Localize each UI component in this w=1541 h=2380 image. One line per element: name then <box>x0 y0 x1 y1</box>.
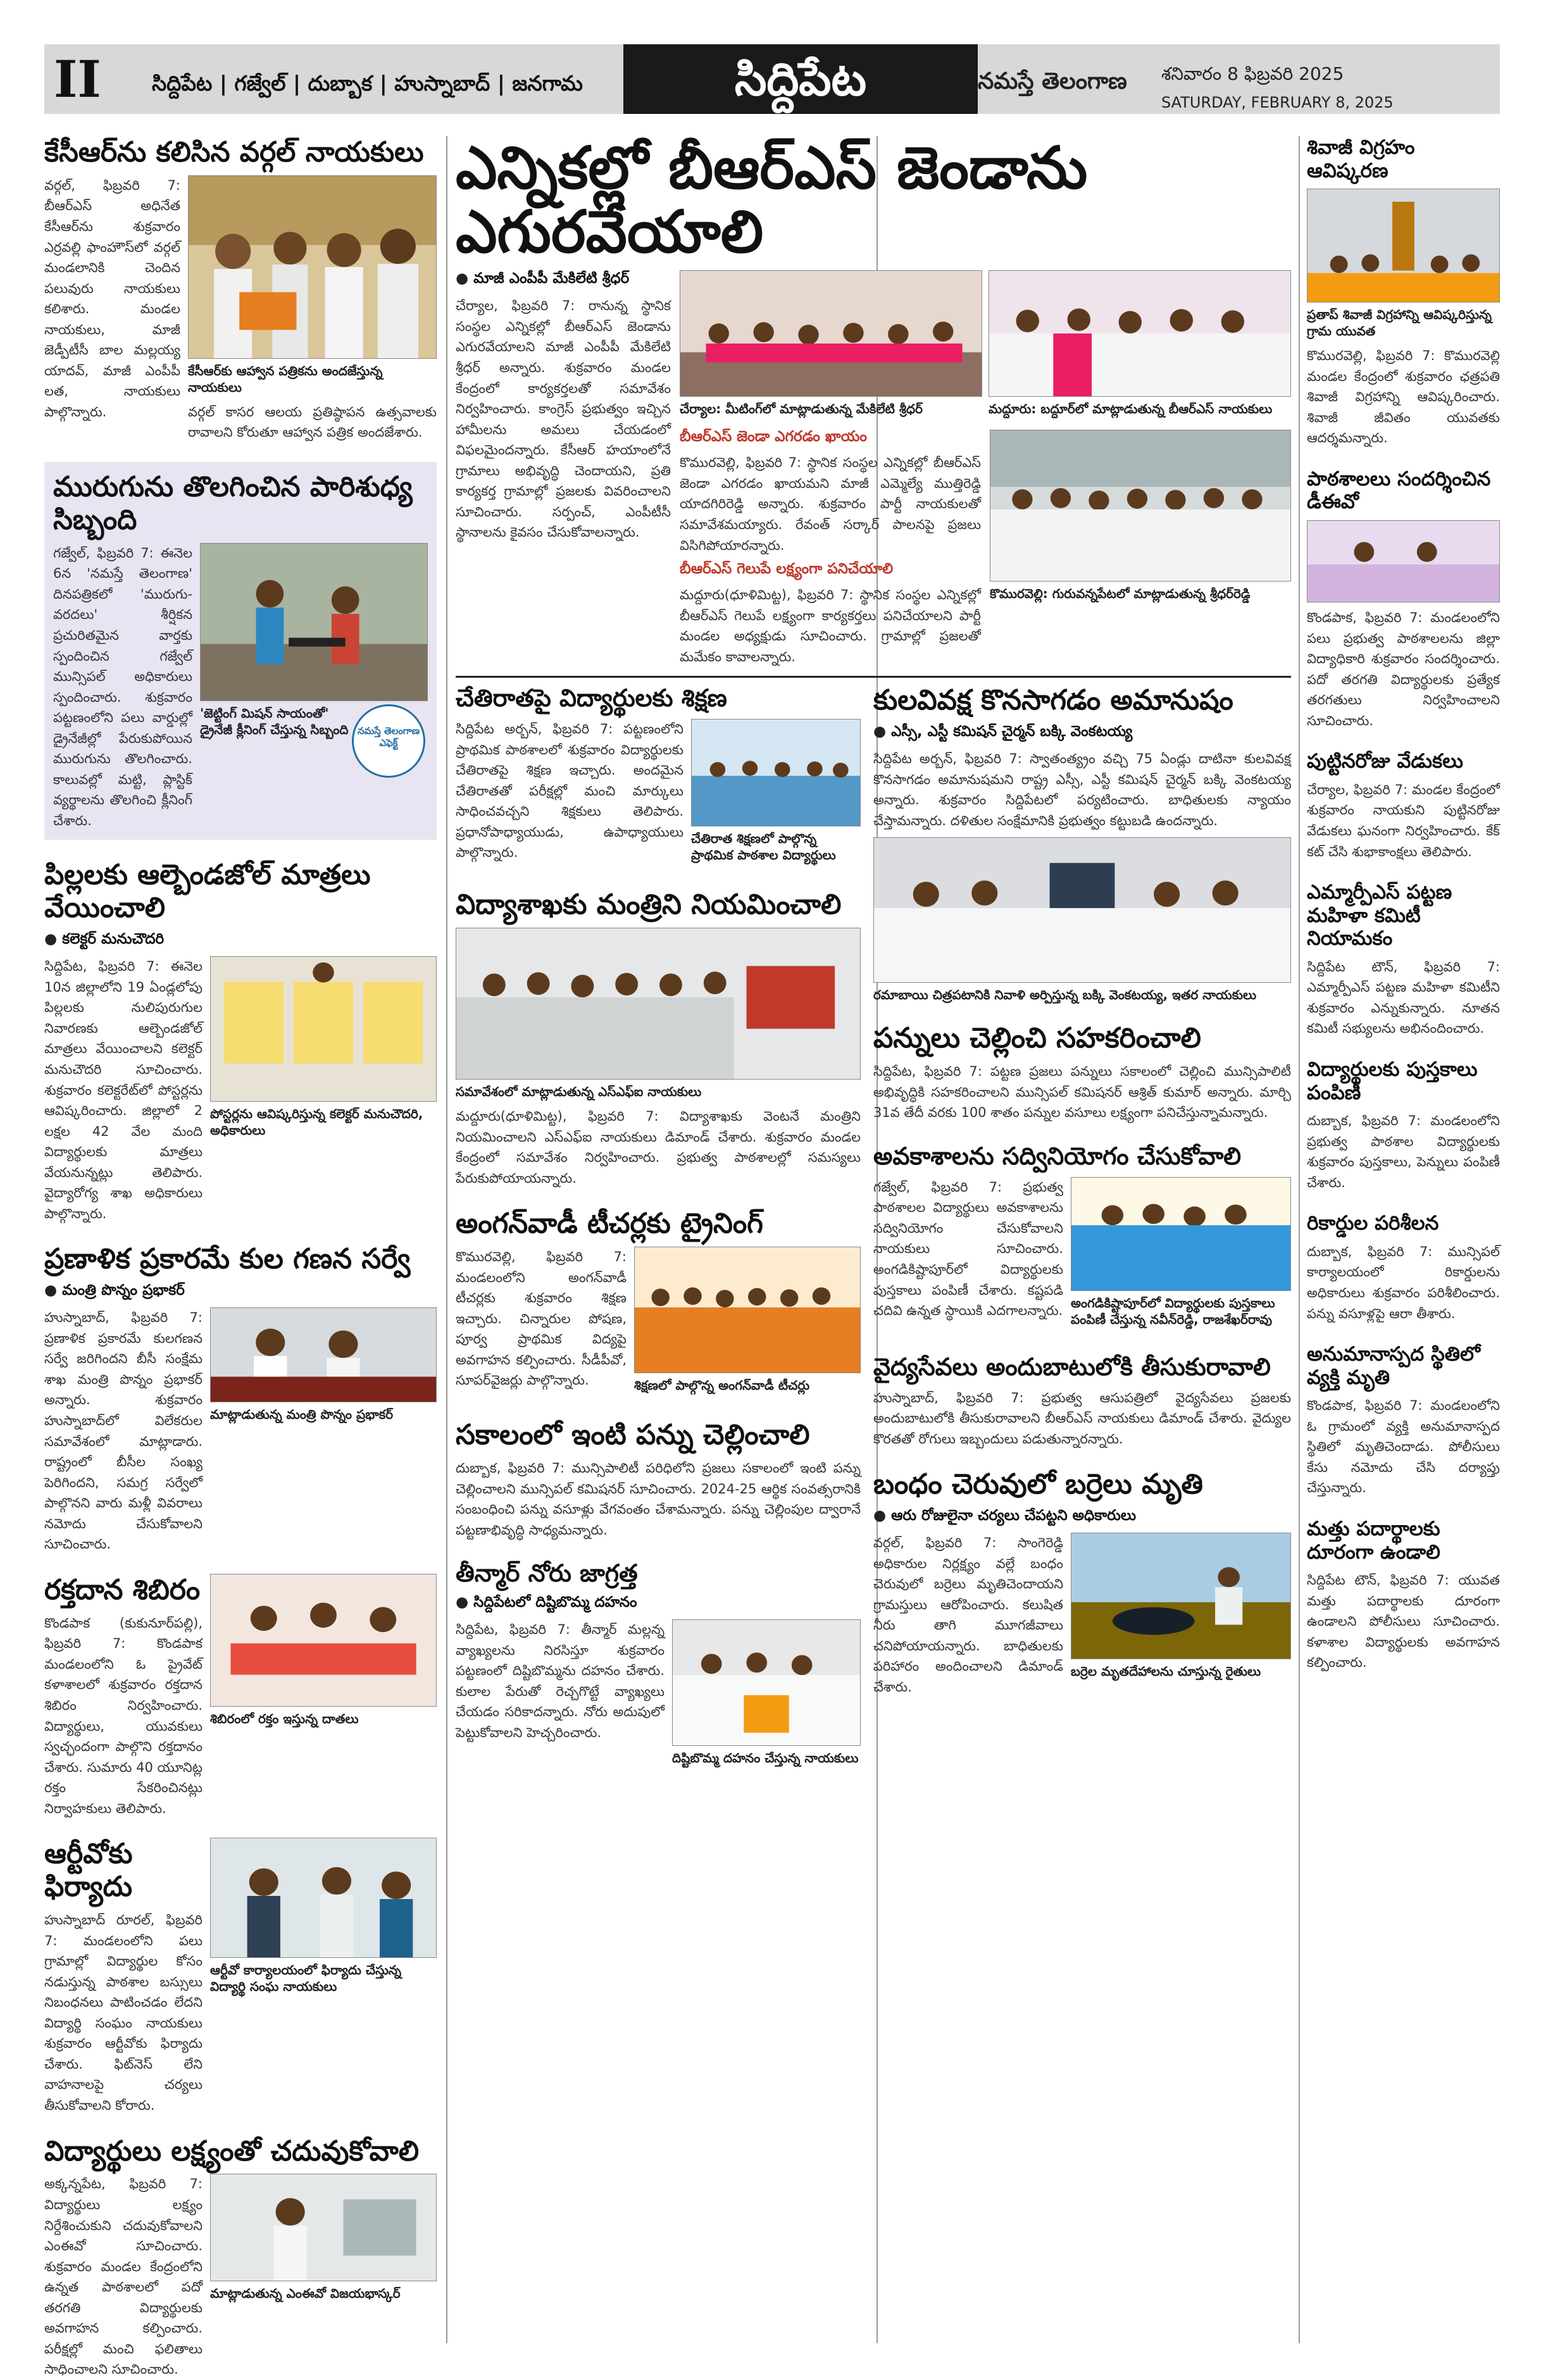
headline: అంగన్‌వాడీ టీచర్లకు ట్రైనింగ్ <box>456 1207 763 1240</box>
article-body: గజ్వేల్, ఫిబ్రవరి 7: ఈనెల 6న 'నమస్తే తెలంగాణ' దినపత్రికలో 'మురుగు-వరదలు' శీర్షికన ప్రచురితమైన వార్తకు స్పందించిన గజ్వేల్ మున్సిపల్ అధికారులు స్పందించారు. శుక్రవారం పట్టణంలోని పలు వార్డుల్లో డ్రైనేజీల్లో పేరుకుపోయిన మురుగును తొలగించారు. కాలువల్లో మట్టి, ప్లాస్టిక్ వ్యర్థాలను తొలగించి క్లీనింగ్ చేశారు. <box>53 545 192 828</box>
kicker: ● ఆరు రోజులైనా చర్యలు చేపట్టని అధికారులు <box>873 1507 1291 1528</box>
story-drug-awareness <box>1307 1517 1500 1673</box>
story-house-tax <box>456 1419 861 1540</box>
column-rule <box>1299 136 1300 2343</box>
story-records-inspection <box>1307 1212 1500 1324</box>
article-body: సిద్దిపేట టౌన్, ఫిబ్రవరి 7: యువత మత్తు పదార్థాలకు దూరంగా ఉండాలని పోలీసులు సూచించారు. కళాశాల విద్యార్థులకు అవగాహన కల్పించారు. <box>1307 1573 1500 1671</box>
photo-cheryal-meeting <box>680 270 982 397</box>
photo-caption: ప్రతాప్ శివాజీ విగ్రహాన్ని ఆవిష్కరిస్తున్న గ్రామ యువత <box>1307 307 1492 339</box>
headline: అనుమానాస్పద స్థితిలో వ్యక్తి మృతి <box>1307 1343 1480 1389</box>
story-buffalo-deaths <box>873 1468 1291 1697</box>
photo-caption: చేతిరాత శిక్షణలో పాల్గొన్న ప్రాథమిక పాఠశాల విద్యార్థులు <box>691 831 836 863</box>
newspaper-brand: నమస్తే తెలంగాణ <box>978 68 1127 94</box>
photo-caption: రమాబాయి చిత్రపటానికి నివాళి అర్పిస్తున్న బక్కి వెంకటయ్య, ఇతర నాయకులు <box>873 987 1257 1003</box>
article-body: దుబ్బాక, ఫిబ్రవరి 7: మున్సిపల్ కార్యాలయంలో రికార్డులను అధికారులు శుక్రవారం పరిశీలించారు. పన్ను వసూళ్లపై ఆరా తీశారు. <box>1307 1243 1500 1321</box>
photo-caption: కొమురవెల్లి: గురువన్నపేటలో మాట్లాడుతున్న శ్రీధర్‌రెడ్డి <box>990 586 1251 602</box>
story-opportunities <box>873 1142 1291 1334</box>
article-body: గజ్వేల్, ఫిబ్రవరి 7: ప్రభుత్వ పాఠశాలల విద్యార్థులు అవకాశాలను సద్వినియోగం చేసుకోవాలని నాయకులు సూచించారు. అంగడికిష్టాపూర్‌లో విద్యార్థులకు పుస్తకాలు పంపిణీ చేశారు. కష్టపడి చదివి ఉన్నత స్థాయికి ఎదగాలన్నారు. <box>873 1179 1063 1319</box>
article-body: హుస్నాబాద్ రూరల్, ఫిబ్రవరి 7: మండలంలోని పలు గ్రామాల్లో విద్యార్థుల కోసం నడుస్తున్న పాఠశాల బస్సులు నిబంధనలు పాటించడం లేదని విద్యార్థి సంఘం నాయకులు శుక్రవారం ఆర్టీవోకు ఫిర్యాదు చేశారు. ఫిట్‌నెస్ లేని వాహనాలపై చర్యలు తీసుకోవాలని కోరారు. <box>44 1912 203 2113</box>
headline: పుట్టినరోజు వేడుకలు <box>1307 750 1463 773</box>
story-caste-discrimination <box>873 684 1291 1003</box>
kicker: ● సిద్దిపేటలో దిష్టిబొమ్మ దహనం <box>456 1594 861 1614</box>
article-body: వర్గల్, ఫిబ్రవరి 7: బీఆర్ఎస్ అధినేత కేసీఆర్‌ను శుక్రవారం ఎర్రవల్లి ఫాంహౌస్‌లో వర్గల్ మండలానికి చెందిన పలువురు నాయకులు కలిశారు. మండల నాయకులు, మాజీ జెడ్పీటీసీ బాల మల్లయ్య యాదవ్, మాజీ ఎంపీపీ లత, నాయకులు పాల్గొన్నారు. <box>44 177 180 420</box>
district-list: సిద్దిపేట | గజ్వేల్ | దుబ్బాక | హుస్నాబాద్ | జనగామ <box>152 71 583 96</box>
headline: బంధం చెరువులో బర్రెలు మృతి <box>873 1468 1203 1501</box>
story-students-goal <box>44 2135 437 2380</box>
article-body: కొమురవెల్లి, ఫిబ్రవరి 7: స్థానిక సంస్థల ఎన్నికల్లో బీఆర్ఎస్ జెండా ఎగరడం ఖాయమని మాజీ ఎమ్మెల్యే ముత్తిరెడ్డి యాదగిరిరెడ్డి అన్నారు. శుక్రవారం పార్టీ నాయకులతో సమావేశమయ్యారు. రేవంత్ సర్కార్ పాలనపై ప్రజలు విసిగిపోయారన్నారు. <box>680 455 981 553</box>
photo-tribute <box>873 837 1291 983</box>
article-body: హుస్నాబాద్, ఫిబ్రవరి 7: ప్రణాళిక ప్రకారమే కులగణన సర్వే జరిగిందని బీసీ సంక్షేమ శాఖ మంత్రి పొన్నం ప్రభాకర్ అన్నారు. శుక్రవారం హుస్నాబాద్‌లో విలేకరుల సమావేశంలో మాట్లాడారు. రాష్ట్రంలో బీసీల సంఖ్య పెరిగిందని, సమగ్ర సర్వేలో పాల్గొనని వారు మళ్లీ వివరాలు నమోదు చేసుకోవాలని సూచించారు. <box>44 1310 203 1552</box>
photo-caption: కేసీఆర్‌కు ఆహ్వాన పత్రికను అందజేస్తున్న నాయకులు <box>188 363 383 395</box>
photo-handwriting-class <box>691 719 861 826</box>
headline: విద్యార్థులకు పుస్తకాలు పంపిణీ <box>1307 1058 1478 1104</box>
photo-caption: పోస్టర్లను ఆవిష్కరిస్తున్న కలెక్టర్ మనుచౌదరి, అధికారులు <box>210 1106 423 1138</box>
story-education-minister <box>456 888 861 1188</box>
photo-minister-press <box>210 1307 437 1402</box>
photo-caption: శిక్షణలో పాల్గొన్న అంగన్‌వాడీ టీచర్లు <box>634 1378 810 1393</box>
headline: విద్యాశాఖకు మంత్రిని నియమించాలి <box>456 888 842 921</box>
section-title: సిద్దిపేట <box>623 44 978 114</box>
photo-caption: సమావేశంలో మాట్లాడుతున్న ఎస్ఎఫ్ఐ నాయకులు <box>456 1084 702 1100</box>
story-drain-cleaning <box>44 462 437 840</box>
center-column-a <box>456 684 861 1791</box>
headline: రికార్డుల పరిశీలన <box>1307 1212 1439 1235</box>
headline: పన్నులు చెల్లించి సహకరించాలి <box>873 1022 1201 1055</box>
article-body: దుబ్బాక, ఫిబ్రవరి 7: మండలంలోని ప్రభుత్వ పాఠశాల విద్యార్థులకు శుక్రవారం పుస్తకాలు, పెన్నులు పంపిణీ చేశారు. <box>1307 1113 1500 1190</box>
article-body: కొండపాక, ఫిబ్రవరి 7: మండలంలోని ఓ గ్రామంలో వ్యక్తి అనుమానాస్పద స్థితిలో మృతిచెందాడు. పోలీసులు కేసు నమోదు చేసి దర్యాప్తు చేస్తున్నారు. <box>1307 1398 1500 1496</box>
photo-komuravelli-meeting <box>990 430 1291 582</box>
lead-headline: ఎన్నికల్లో బీఆర్ఎస్ జెండాను ఎగురవేయాలి <box>456 134 1088 266</box>
story-kcr-meet <box>44 136 437 443</box>
article-body: సిద్దిపేట అర్బన్, ఫిబ్రవరి 7: స్వాతంత్య్రం వచ్చి 75 ఏండ్లు దాటినా కులవివక్ష కొనసాగడం అమానుషమని రాష్ట్ర ఎస్సీ, ఎస్టీ కమిషన్ చైర్మన్ బక్కి వెంకటయ్య అన్నారు. శుక్రవారం సిద్దిపేటలో పర్యటించారు. బాధితులకు న్యాయం చేస్తామన్నారు. దళితుల సంక్షేమానికి ప్రభుత్వం కట్టుబడి ఉందన్నారు. <box>873 751 1291 828</box>
badge-label: నమస్తే తెలంగాణ ఎఫెక్ట్ <box>357 725 420 749</box>
photo-sfi-meeting <box>456 928 861 1080</box>
story-lead-brs <box>456 136 1291 667</box>
section-divider <box>456 676 1291 678</box>
story-albendazole <box>44 859 437 1224</box>
photo-maddur-meeting <box>989 270 1291 397</box>
kicker: ● కలెక్టర్ మనుచౌదరి <box>44 931 437 951</box>
story-caste-survey <box>44 1243 437 1554</box>
headline: చేతిరాతపై విద్యార్థులకు శిక్షణ <box>456 684 727 713</box>
kicker: ● మాజీ ఎంపీపీ మేకిలేటి శ్రీధర్ <box>456 270 671 290</box>
headline: ప్రణాళిక ప్రకారమే కుల గణన సర్వే <box>44 1243 411 1276</box>
story-anganwadi-training <box>456 1207 861 1400</box>
center-column-b <box>873 684 1291 1791</box>
story-handwriting <box>456 684 861 869</box>
photo-blood-donation <box>210 1574 437 1707</box>
article-body: సిద్దిపేట, ఫిబ్రవరి 7: ఈనెల 10న జిల్లాలోని 19 ఏండ్లలోపు పిల్లలకు నులిపురుగుల నివారణకు ఆల్బెండజోల్ మాత్రలు వేయించాలని కలెక్టర్ మనుచౌదరి సూచించారు. శుక్రవారం కలెక్టరేట్‌లో పోస్టర్లను ఆవిష్కరించారు. జిల్లాలో 2 లక్షల 42 వేల మంది విద్యార్థులకు మాత్రలు వేయనున్నట్లు తెలిపారు. వైద్యారోగ్య శాఖ అధికారులు పాల్గొన్నారు. <box>44 959 203 1221</box>
story-books-distribution <box>1307 1058 1500 1193</box>
article-body: చేర్యాల, ఫిబ్రవరి 7: మండల కేంద్రంలో శుక్రవారం నాయకుని పుట్టినరోజు వేడుకలు ఘనంగా నిర్వహించారు. కేక్ కట్ చేసి శుభాకాంక్షలు తెలిపారు. <box>1307 782 1500 859</box>
photo-caption: దిష్టిబొమ్మ దహనం చేస్తున్న నాయకులు <box>672 1750 859 1766</box>
headline: మత్తు పదార్థాలకు దూరంగా ఉండాలి <box>1307 1517 1440 1564</box>
photo-book-distribution <box>1071 1177 1291 1291</box>
photo-caption: బర్రెల మృతదేహాలను చూస్తున్న రైతులు <box>1071 1664 1261 1679</box>
story-pay-taxes <box>873 1022 1291 1123</box>
center-area <box>456 136 1291 2343</box>
article-body: కొండపాక (కుకునూర్‌పల్లి), ఫిబ్రవరి 7: కొండపాక మండలంలోని ఓ ప్రైవేట్ కళాశాలలో శుక్రవారం రక్తదాన శిబిరం నిర్వహించారు. విద్యార్థులు, యువకులు స్వచ్ఛందంగా పాల్గొని రక్తదానం చేశారు. సుమారు 40 యూనిట్ల రక్తం సేకరించినట్లు నిర్వాహకులు తెలిపారు. <box>44 1615 203 1816</box>
story-deo-visit <box>1307 468 1500 731</box>
headline: అవకాశాలను సద్వినియోగం చేసుకోవాలి <box>873 1142 1242 1170</box>
photo-caption: శిబిరంలో రక్తం ఇస్తున్న దాతలు <box>210 1710 359 1726</box>
headline: ఎమ్మార్పీఎస్ పట్టణ మహిళా కమిటీ నియామకం <box>1307 881 1452 950</box>
headline: విద్యార్థులు లక్ష్యంతో చదువుకోవాలి <box>44 2134 420 2167</box>
article-body: సిద్దిపేట టౌన్, ఫిబ్రవరి 7: ఎమ్మార్పీఎస్ పట్టణ మహిళా కమిటీని శుక్రవారం ఎన్నుకున్నారు. నూతన కమిటీ సభ్యులను అభినందించారు. <box>1307 959 1500 1037</box>
story-shivaji-statue <box>1307 136 1500 449</box>
article-body: దుబ్బాక, ఫిబ్రవరి 7: మున్సిపాలిటీ పరిధిలోని ప్రజలు సకాలంలో ఇంటి పన్ను చెల్లించాలని మున్సిపల్ కమిషనర్ సూచించారు. 2024-25 ఆర్థిక సంవత్సరానికి సంబంధించి పన్ను వసూళ్లు వేగవంతం చేశామన్నారు. పన్ను చెల్లింపుల ద్వారానే పట్టణాభివృద్ధి సాధ్యమన్నారు. <box>456 1461 861 1538</box>
left-column <box>44 136 437 2377</box>
photo-shivaji-statue <box>1307 189 1500 302</box>
article-body: అక్కన్నపేట, ఫిబ్రవరి 7: విద్యార్థులు లక్ష్యం నిర్దేశించుకుని చదువుకోవాలని ఎంఈవో సూచించారు. శుక్రవారం మండల కేంద్రంలోని ఉన్నత పాఠశాలలో పదో తరగతి విద్యార్థులకు అవగాహన కల్పించారు. పరీక్షల్లో మంచి ఫలితాలు సాధించాలని సూచించారు. <box>44 2176 203 2377</box>
article-body: వర్గల్ కాసర ఆలయ ప్రతిష్ఠాపన ఉత్సవాలకు రావాలని కోరుతూ ఆహ్వాన పత్రిక అందజేశారు. <box>188 404 437 440</box>
page-number: II <box>54 49 101 109</box>
story-suspicious-death <box>1307 1343 1500 1498</box>
story-medical-services <box>873 1353 1291 1449</box>
article-body: కొమురవెల్లి, ఫిబ్రవరి 7: కొమురవెల్లి మండల కేంద్రంలో శుక్రవారం ఛత్రపతి శివాజీ విగ్రహాన్ని ఆవిష్కరించారు. శివాజీ జీవితం యువతకు ఆదర్శమన్నారు. <box>1307 348 1500 446</box>
headline: పిల్లలకు ఆల్బెండజోల్ మాత్రలు వేయించాలి <box>44 859 371 925</box>
date-telugu: శనివారం 8 ఫిబ్రవరి 2025 <box>1161 63 1344 84</box>
photo-poster-release <box>210 956 437 1102</box>
kicker: ● ఎస్సీ, ఎస్టీ కమిషన్ చైర్మన్ బక్కి వెంకటయ్య <box>873 723 1291 744</box>
article-body: వర్గల్, ఫిబ్రవరి 7: సాంగెరెడ్డి అధికారుల నిర్లక్ష్యం వల్లే బంధం చెరువులో బర్రెలు మృతిచెందాయని గ్రామస్తులు ఆరోపించారు. కలుషిత నీరు తాగి మూగజీవాలు చనిపోయాయన్నారు. బాధితులకు పరిహారం అందించాలని డిమాండ్ చేశారు. <box>873 1535 1063 1695</box>
newspaper-effect-badge <box>352 704 425 778</box>
headline: మురుగును తొలగించిన పారిశుధ్య సిబ్బంది <box>53 471 413 536</box>
kicker: ● మంత్రి పొన్నం ప్రభాకర్ <box>44 1282 437 1302</box>
photo-rto-office <box>210 1838 437 1958</box>
headline: పాఠశాలలు సందర్శించిన డీఈవో <box>1307 467 1491 514</box>
story-rto-complaint <box>44 1838 437 2115</box>
article-body: సిద్దిపేట, ఫిబ్రవరి 7: తీన్మార్ మల్లన్న వ్యాఖ్యలను నిరసిస్తూ శుక్రవారం పట్టణంలో దిష్టిబొమ్మను దహనం చేశారు. కులాల పేరుతో రెచ్చగొట్టే వ్యాఖ్యలు చేయడం సరికాదన్నారు. నోరు అదుపులో పెట్టుకోవాలని హెచ్చరించారు. <box>456 1622 664 1740</box>
article-body: కొండపాక, ఫిబ్రవరి 7: మండలంలోని పలు ప్రభుత్వ పాఠశాలలను జిల్లా విద్యాధికారి శుక్రవారం సందర్శించారు. పదో తరగతి విద్యార్థులకు ప్రత్యేక తరగతులు నిర్వహించాలని సూచించారు. <box>1307 610 1500 728</box>
article-body: కొమురవెల్లి, ఫిబ్రవరి 7: మండలంలోని అంగన్‌వాడీ టీచర్లకు శుక్రవారం శిక్షణ ఇచ్చారు. చిన్నారుల పోషణ, పూర్వ ప్రాథమిక విద్యపై అవగాహన కల్పించారు. సీడీపీవో, సూపర్‌వైజర్లు పాల్గొన్నారు. <box>456 1249 627 1388</box>
photo-caption: 'జెట్టింగ్ మిషన్ సాయంతో' డ్రైనేజీ క్లీనింగ్ చేస్తున్న సిబ్బంది <box>200 705 349 737</box>
photo-caption: మద్దూరు: బద్దూర్‌లో మాట్లాడుతున్న బీఆర్ఎస్ నాయకులు <box>989 401 1273 417</box>
photo-school-visit <box>1307 520 1500 602</box>
article-body: సిద్దిపేట, ఫిబ్రవరి 7: పట్టణ ప్రజలు పన్నులు సకాలంలో చెల్లించి మున్సిపాలిటీ అభివృద్ధికి సహకరించాలని మున్సిపల్ కమిషనర్ ఆశ్రిత్ కుమార్ అన్నారు. మార్చి 31వ తేదీ వరకు 100 శాతం పన్నుల వసూలు లక్ష్యంగా పనిచేస్తున్నామన్నారు. <box>873 1064 1291 1121</box>
photo-caption: అంగడికిష్టాపూర్‌లో విద్యార్థులకు పుస్తకాలు పంపిణీ చేస్తున్న నవీన్‌రెడ్డి, రాజశేఖర్‌రావు <box>1071 1295 1275 1327</box>
photo-buffalo-carcasses <box>1071 1533 1291 1659</box>
photo-meo-speech <box>210 2174 437 2281</box>
photo-anganwadi-teachers <box>634 1247 861 1373</box>
headline: శివాజీ విగ్రహం ఆవిష్కరణ <box>1307 136 1415 182</box>
photo-caption: చేర్యాల: మీటింగ్‌లో మాట్లాడుతున్న మేకిలేటి శ్రీధర్ <box>680 401 923 417</box>
headline: వైద్యసేవలు అందుబాటులోకి తీసుకురావాలి <box>873 1352 1271 1381</box>
story-teenmar <box>456 1559 861 1773</box>
article-body: సిద్దిపేట అర్బన్, ఫిబ్రవరి 7: పట్టణంలోని ప్రాథమిక పాఠశాలలో శుక్రవారం విద్యార్థులకు చేతిరాతపై శిక్షణ ఇచ్చారు. అందమైన చేతిరాతతో పరీక్షల్లో మంచి మార్కులు సాధించవచ్చని శిక్షకులు తెలిపారు. ప్రధానోపాధ్యాయుడు, ఉపాధ్యాయులు పాల్గొన్నారు. <box>456 721 683 861</box>
subheading: బీఆర్ఎస్ గెలుపే లక్ష్యంగా పనిచేయాలి <box>680 561 894 578</box>
right-column <box>1307 136 1500 2343</box>
article-body: మద్దూరు(ధూళిమిట్ట), ఫిబ్రవరి 7: విద్యాశాఖకు వెంటనే మంత్రిని నియమించాలని ఎస్ఎఫ్ఐ నాయకులు డిమాండ్ చేశారు. శుక్రవారం మండల కేంద్రంలో సమావేశం నిర్వహించారు. ప్రభుత్వ పాఠశాలల్లో సమస్యలు పేరుకుపోయాయన్నారు. <box>456 1109 861 1186</box>
date-english: SATURDAY, FEBRUARY 8, 2025 <box>1161 94 1394 111</box>
headline: తీన్మార్ నోరు జాగ్రత్త <box>456 1559 638 1588</box>
photo-caption: మాట్లాడుతున్న మంత్రి పొన్నం ప్రభాకర్ <box>210 1407 394 1423</box>
headline: సకాలంలో ఇంటి పన్ను చెల్లించాలి <box>456 1419 810 1452</box>
photo-effigy-burning <box>672 1619 861 1746</box>
story-blood-donation <box>44 1574 437 1819</box>
photo-caption: మాట్లాడుతున్న ఎంఈవో విజయభాస్కర్ <box>210 2286 401 2302</box>
article-body: హుస్నాబాద్, ఫిబ్రవరి 7: ప్రభుత్వ ఆసుపత్రిలో వైద్యసేవలు ప్రజలకు అందుబాటులోకి తీసుకురావాలని బీఆర్ఎస్ నాయకులు డిమాండ్ చేశారు. వైద్యుల కొరతతో రోగులు ఇబ్బందులు పడుతున్నారన్నారు. <box>873 1390 1291 1447</box>
column-rule <box>446 136 447 2343</box>
headline: రక్తదాన శిబిరం <box>44 1573 201 1606</box>
photo-kcr-meeting <box>188 175 437 359</box>
subheading: బీఆర్ఎస్ జెండా ఎగరడం ఖాయం <box>680 428 867 445</box>
article-body: మద్దూరు(ధూళిమిట్ట), ఫిబ్రవరి 7: స్థానిక సంస్థల ఎన్నికల్లో బీఆర్ఎస్ గెలుపే లక్ష్యంగా కార్యకర్తలు పనిచేయాలని పార్టీ మండల అధ్యక్షుడు సూచించారు. గ్రామాల్లో ప్రజలతో మమేకం కావాలన్నారు. <box>680 587 981 664</box>
headline: కేసీఆర్‌ను కలిసిన వర్గల్ నాయకులు <box>44 136 424 168</box>
headline: ఆర్టీవోకు ఫిర్యాదు <box>44 1838 133 1903</box>
article-body: చేర్యాల, ఫిబ్రవరి 7: రానున్న స్థానిక సంస్థల ఎన్నికల్లో బీఆర్ఎస్ జెండాను ఎగురవేయాలని మాజీ ఎంపీపీ మేకిలేటి శ్రీధర్ అన్నారు. శుక్రవారం మండల కేంద్రంలో కార్యకర్తలతో సమావేశం నిర్వహించారు. కాంగ్రెస్ ప్రభుత్వం ఇచ్చిన హామీలను అమలు చేయడంలో విఫలమైందన్నారు. కేసీఆర్ హయాంలోనే గ్రామాలు అభివృద్ధి చెందాయని, ప్రతి కార్యకర్త గ్రామాల్లో ప్రజలకు వివరించాలని సూచించారు. సర్పంచ్, ఎంపీటీసీ స్థానాలను కైవసం చేసుకోవాలన్నారు. <box>456 298 671 540</box>
photo-drain-cleaning <box>200 543 428 701</box>
photo-caption: ఆర్టీవో కార్యాలయంలో ఫిర్యాదు చేస్తున్న విద్యార్థి సంఘ నాయకులు <box>210 1962 402 1995</box>
headline: కులవివక్ష కొనసాగడం అమానుషం <box>873 684 1233 717</box>
story-mrps-committee <box>1307 881 1500 1039</box>
story-birthday <box>1307 750 1500 862</box>
